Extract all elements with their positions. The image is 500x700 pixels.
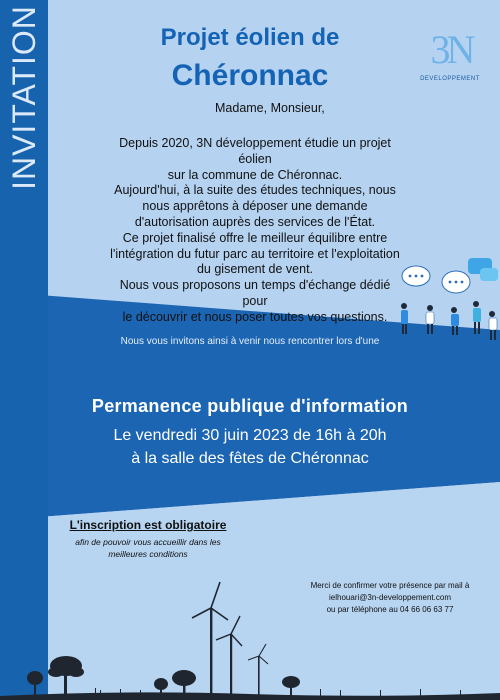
event-date: Le vendredi 30 juin 2023 de 16h à 20h — [113, 427, 387, 444]
event-title: Permanence publique d'information — [91, 396, 409, 416]
letter-line: sur la commune de Chéronnac. — [167, 167, 343, 182]
people-group-icon — [401, 301, 497, 340]
contact-line: Merci de confirmer votre présence par mail à — [310, 581, 470, 590]
letter-line: le découvrir et nous poser toutes vos questions. — [122, 309, 388, 324]
letter-body — [110, 136, 400, 326]
wind-turbine-icon — [248, 644, 268, 700]
sidebar-label: INVITATION — [5, 5, 42, 190]
contact-phone: ou par téléphone au 04 66 06 63 77 — [326, 605, 454, 614]
letter-line: Nous vous proposons un temps d'échange dédié pour — [119, 278, 391, 308]
registration-subtitle-line: meilleures conditions — [108, 549, 188, 559]
invitation-intro: Nous vous invitons ainsi à venir nous rencontrer lors d'une — [120, 336, 380, 347]
chat-bubble-icon — [468, 258, 498, 281]
letter-line: éolien — [238, 151, 272, 166]
wind-turbine-icon — [192, 582, 228, 700]
chat-bubble-icon — [402, 266, 430, 286]
letter-line: Depuis 2020, 3N développement étudie un projet — [119, 136, 391, 150]
letter-line: l'intégration du futur parc au territoire et l'exploitation — [110, 246, 400, 261]
contact-email[interactable]: ielhouari@3n-developpement.com — [329, 593, 451, 602]
chat-bubble-icon — [442, 271, 470, 293]
letter-line: Ce projet finalisé offre le meilleur équilibre entre — [122, 230, 388, 245]
registration-subtitle — [55, 536, 241, 560]
registration-title: L'inscription est obligatoire — [69, 518, 227, 532]
event-place: à la salle des fêtes de Chéronnac — [131, 450, 369, 467]
ground-line — [0, 692, 500, 700]
letter-line: du gisement de vent. — [196, 262, 314, 277]
registration-subtitle-line: afin de pouvoir vous accueillir dans les — [75, 537, 221, 547]
wind-turbine-icon — [216, 616, 242, 700]
logo — [415, 26, 485, 88]
letter-line: nous apprêtons à déposer une demande — [142, 199, 368, 214]
letter-line: Aujourd'hui, à la suite des études techniques, nous — [114, 183, 396, 198]
page-title-line2: Chéronnac — [171, 59, 329, 92]
letter-line: d'autorisation auprès des services de l'État. — [134, 214, 376, 229]
logo-mark: 3N — [430, 27, 472, 72]
logo-subtitle: DEVELOPPEMENT — [420, 76, 480, 82]
salutation: Madame, Monsieur, — [215, 101, 325, 115]
page-title-line1: Projet éolien de — [160, 24, 340, 51]
landscape-illustration — [0, 580, 500, 700]
